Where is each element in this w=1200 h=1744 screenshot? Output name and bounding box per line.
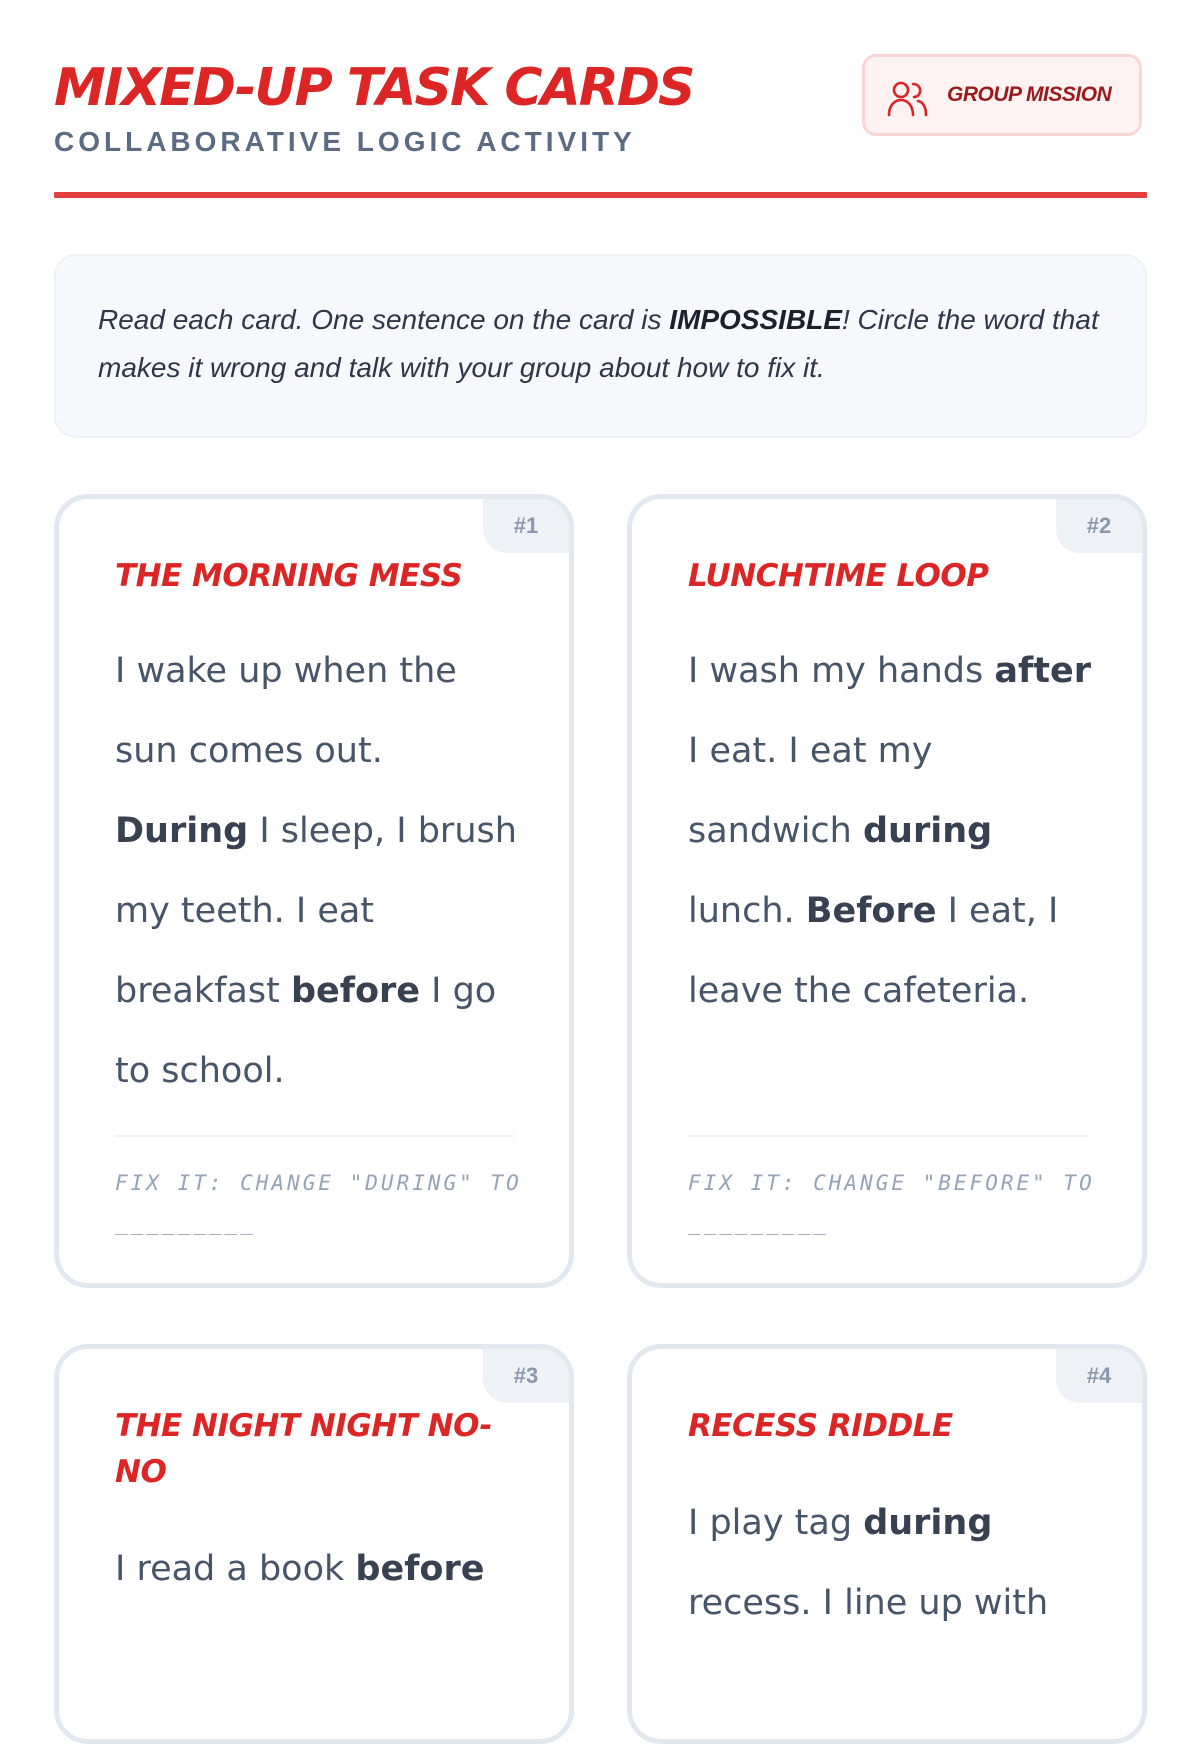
header-divider <box>54 192 1147 198</box>
card-keyword[interactable]: before <box>355 1549 485 1589</box>
card-keyword[interactable]: during <box>863 1503 993 1543</box>
task-card-3 <box>54 1344 574 1744</box>
card-keyword[interactable]: after <box>994 651 1091 691</box>
group-mission-label: GROUP MISSION <box>947 83 1112 106</box>
card-text[interactable]: lunch. <box>688 891 806 931</box>
page-title: MIXED-UP TASK CARDS <box>54 58 694 118</box>
card-body <box>115 1529 525 1609</box>
card-title: LUNCHTIME LOOP <box>688 558 989 594</box>
card-text[interactable]: I go to school. <box>115 971 497 1091</box>
card-number: #4 <box>1056 1349 1142 1403</box>
card-keyword[interactable]: Before <box>805 891 937 931</box>
task-card-2 <box>627 494 1147 1288</box>
card-text[interactable]: I sleep, I brush my teeth. I eat breakfast <box>115 811 517 1011</box>
instructions-part2: ! Circle the word that makes it wrong and talk with your group about how to fix it. <box>98 304 1099 383</box>
card-text[interactable]: I play tag <box>688 1503 864 1543</box>
card-divider <box>688 1135 1088 1137</box>
instructions-part1: Read each card. One sentence on the card is <box>98 304 670 335</box>
card-body <box>688 1483 1098 1643</box>
instructions-box <box>54 254 1147 438</box>
card-body <box>115 631 525 1111</box>
page-subtitle: COLLABORATIVE LOGIC ACTIVITY <box>54 126 636 157</box>
card-divider <box>115 1135 515 1137</box>
instructions-emphasis: IMPOSSIBLE <box>669 304 842 335</box>
card-title: THE MORNING MESS <box>115 558 463 594</box>
card-text[interactable]: I wake up when the sun comes out. <box>115 651 457 771</box>
group-users-icon <box>887 81 929 117</box>
card-text[interactable]: I eat. I eat my sandwich <box>688 731 933 851</box>
card-keyword[interactable]: before <box>290 971 421 1011</box>
card-text[interactable]: I wash my hands <box>688 651 995 691</box>
card-number: #1 <box>483 499 569 553</box>
card-text[interactable]: I eat, I leave the cafeteria. <box>688 891 1059 1011</box>
card-keyword[interactable]: during <box>862 811 993 851</box>
task-card-1 <box>54 494 574 1288</box>
card-body <box>688 631 1098 1031</box>
card-text[interactable]: recess. I line up with <box>688 1583 1049 1623</box>
card-number: #3 <box>483 1349 569 1403</box>
group-mission-badge <box>862 54 1142 136</box>
card-fix-prompt: FIX IT: CHANGE "BEFORE" TO _________ <box>688 1171 1095 1235</box>
card-fix-prompt: FIX IT: CHANGE "DURING" TO _________ <box>115 1171 522 1235</box>
card-keyword[interactable]: During <box>115 811 249 851</box>
instructions-text <box>98 296 1105 392</box>
card-text[interactable]: I read a book <box>115 1549 356 1589</box>
card-number: #2 <box>1056 499 1142 553</box>
card-title: RECESS RIDDLE <box>688 1408 953 1444</box>
page-header <box>54 50 1147 200</box>
task-card-4 <box>627 1344 1147 1744</box>
card-title: THE NIGHT NIGHT NO-NO <box>115 1408 492 1490</box>
